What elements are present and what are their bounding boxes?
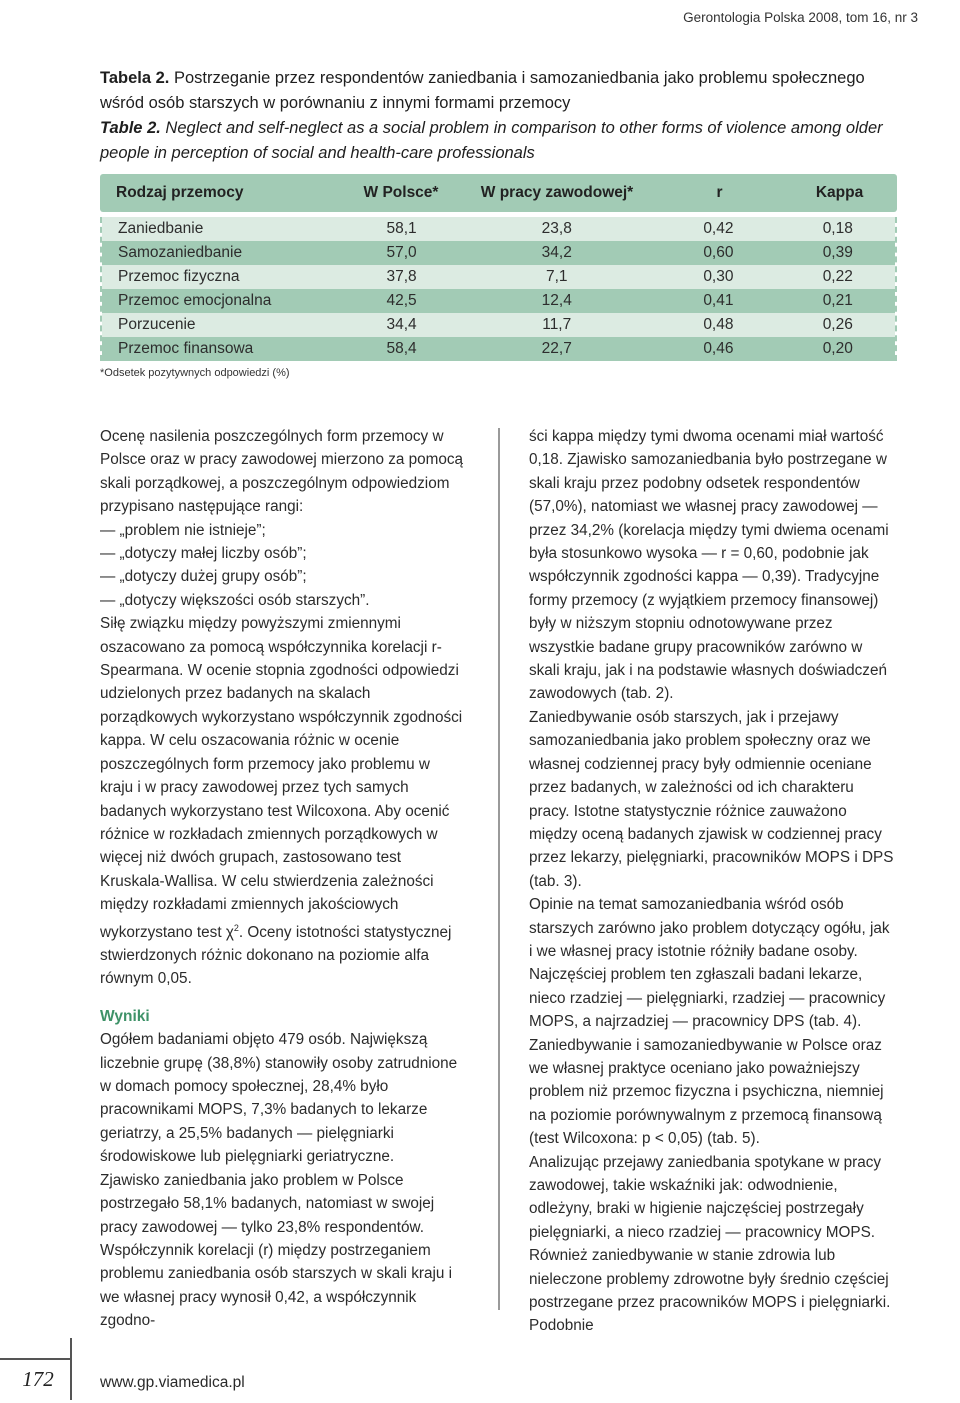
table-row [102,337,895,361]
paragraph [100,612,467,991]
cell: Przemoc emocjonalna [118,292,272,309]
cell: 0,22 [822,268,853,285]
cell: Przemoc finansowa [118,340,254,357]
cell: 34,2 [541,244,572,261]
header-cell: W pracy zawodowej* [480,184,634,201]
paragraph: Zaniedbywanie i samozaniedbywanie w Polsce oraz we własnej praktyce oceniano jako poważniejszy problem niż przemoc fizyczna i psychiczna, niemniej na poziomie porównywalnym z przemocą finansową (test Wilcoxona: p < 0,05) (tab. 5). [529,1036,884,1148]
paragraph: Opinie na temat samozaniedbania wśród osób starszych zarówno jako problem dotyczący ogółu, jak i we własnej pracy istotnie różniły badane osoby. Najczęściej problem ten zgłaszali badani lekarze, nieco rzadziej — pielęgniarki, rzadziej — pracownicy MOPS, a najrzadziej — pracownicy DPS (tab. 4). [529,896,890,1031]
caption-polish [100,66,900,116]
cell: 58,4 [386,340,417,357]
table-row [102,265,895,289]
cell: 0,39 [822,244,853,261]
caption-pl-text: Postrzeganie przez respondentów zaniedbania i samozaniedbania jako problemu społecznego wśród osób starszych w porównaniu z innymi formami przemocy [100,69,865,112]
cell: Porzucenie [118,316,196,333]
footer-rule [70,1338,72,1400]
cell: 34,4 [386,316,417,333]
cell: 12,4 [541,292,572,309]
cell: 0,21 [822,292,853,309]
table-row [102,289,895,313]
paragraph: Zaniedbywanie osób starszych, jak i przejawy samozaniedbania jako problem społeczny oraz we własnej codziennej pracy były odmiennie oceniane przez badanych, w zależności od ich charakteru pracy. Istotne statystycznie różnice zauważono między oceną badanych zjawisk w codziennej pracy przez lekarzy, pielęgniarki, pracowników MOPS i DPS (tab. 3). [529,708,894,890]
column-divider [498,428,500,1310]
cell: 0,48 [703,316,734,333]
cell: 22,7 [541,340,572,357]
paragraph-text: . Oceny istotności statystycznej stwierdzonych różnic dokonano na poziomie alfa równym 0,05. [100,923,452,988]
list-item: — „dotyczy dużej grupy osób”; [100,568,307,586]
running-head: Gerontologia Polska 2008, tom 16, nr 3 [683,10,918,25]
cell: Przemoc fizyczna [118,268,240,285]
cell: 58,1 [386,220,417,237]
list-item: — „dotyczy małej liczby osób”; [100,545,307,563]
table-footnote: *Odsetek pozytywnych odpowiedzi (%) [100,367,290,379]
paragraph: Ocenę nasilenia poszczególnych form przemocy w Polsce oraz w pracy zawodowej mierzono za pomocą skali porządkowej, a poszczególnym odpowiedziom przypisano następujące rangi: [100,428,464,516]
cell: 0,26 [822,316,853,333]
caption-en-label: Table 2. [100,119,161,137]
cell: 0,42 [703,220,734,237]
data-table [100,174,897,379]
cell: 0,20 [822,340,853,357]
caption-en-text: Neglect and self-neglect as a social problem in comparison to other forms of violence among older people in perception of social and health-care professionals [100,119,883,162]
superscript: 2 [233,922,239,933]
cell: 37,8 [386,268,417,285]
paragraph-text: Siłę związku między powyższymi zmiennymi oszacowano za pomocą współczynnika korelacji r-Spearmana. W ocenie stopnia zgodności odpowiedzi udzielonych przez badanych na skalach porządkowych wykorzystano współczynnik zgodności kappa. W celu oszacowania różnic w ocenie poszczególnych form przemocy jako problemu w kraju i w pracy zawodowej przez tych samych badanych wykorzystano test Wilcoxona. Aby ocenić różnice w rozkładach zmiennych porządkowych w więcej niż dwóch grupach, zastosowano test Kruskala-Wallisa. W celu stwierdzenia zależności między rozkładami zmiennych jakościowych wykorzystano test χ [100,615,463,941]
caption-pl-label: Tabela 2. [100,69,170,87]
table-header-row [100,174,897,212]
right-column [529,425,896,1338]
cell: 11,7 [542,316,572,333]
section-heading: Wyniki [100,1007,150,1025]
header-cell: r [716,184,723,201]
header-cell: W Polsce* [363,184,439,201]
header-cell: Rodzaj przemocy [116,184,244,201]
cell: 0,60 [703,244,734,261]
table-row [102,241,895,265]
list-item: — „dotyczy większości osób starszych”. [100,591,370,609]
caption-english [100,116,900,166]
footer-url: www.gp.viamedica.pl [100,1374,245,1391]
cell: 42,5 [386,292,417,309]
cell: 0,41 [703,292,734,309]
paragraph: ści kappa między tymi dwoma ocenami miał wartość 0,18. Zjawisko samozaniedbania było postrzegane w skali kraju przez podobny odsetek respondentów (57,0%), natomiast we własnej pracy zawodowej — przez 34,2% (korelacja między tymi dwiema ocenami była stosunkowo wysoka — r = 0,60, podobnie jak współczynnik zgodności kappa — 0,39). Tradycyjne formy przemocy (z wyjątkiem przemocy finansowej) były w niższym stopniu odnotowywane przez wszystkie badane grupy pracowników zarówno w skali kraju, jak i na podstawie własnych doświadczeń zawodowych (tab. 2). [529,428,889,703]
cell: 0,46 [703,340,734,357]
cell: 0,18 [822,220,853,237]
cell: 23,8 [541,220,572,237]
page-number: 172 [22,1366,54,1391]
table-row [102,217,895,241]
table-caption [100,66,900,166]
cell: 57,0 [386,244,417,261]
left-column [100,425,467,1333]
paragraph: Ogółem badaniami objęto 479 osób. Największą liczebnie grupę (38,8%) stanowiły osoby zatrudnione w domach pomocy społecznej, 28,4% było pracownikami MOPS, 7,3% badanych to lekarze geriatrzy, a 25,5% badanych — pielęgniarki środowiskowe lub pielęgniarki geriatryczne. [100,1031,458,1166]
cell: 7,1 [545,268,568,285]
table-body [100,217,897,361]
header-cell: Kappa [815,184,864,201]
list-item: — „problem nie istnieje”; [100,521,266,539]
cell: 0,30 [703,268,734,285]
table-row [102,313,895,337]
cell: Samozaniedbanie [118,244,243,261]
paragraph: Zjawisko zaniedbania jako problem w Polsce postrzegało 58,1% badanych, natomiast w swojej pracy zawodowej — tylko 23,8% respondentów. Współczynnik korelacji (r) między postrzeganiem problemu zaniedbania osób starszych w skali kraju i we własnej pracy wynosił 0,42, a współczynnik zgodno- [100,1171,453,1330]
cell: Zaniedbanie [118,220,204,237]
paragraph: Analizując przejawy zaniedbania spotykane w pracy zawodowej, takie wskaźniki jak: odwodnienie, odleżyny, braki w higienie najczęściej postrzegały pielęgniarki, a nieco rzadziej — pracownicy MOPS. Również zaniedbywanie w stanie zdrowia lub nieleczone problemy zdrowotne były średnio częściej postrzegane przez pracowników MOPS i pielęgniarki. Podobnie [529,1153,891,1335]
